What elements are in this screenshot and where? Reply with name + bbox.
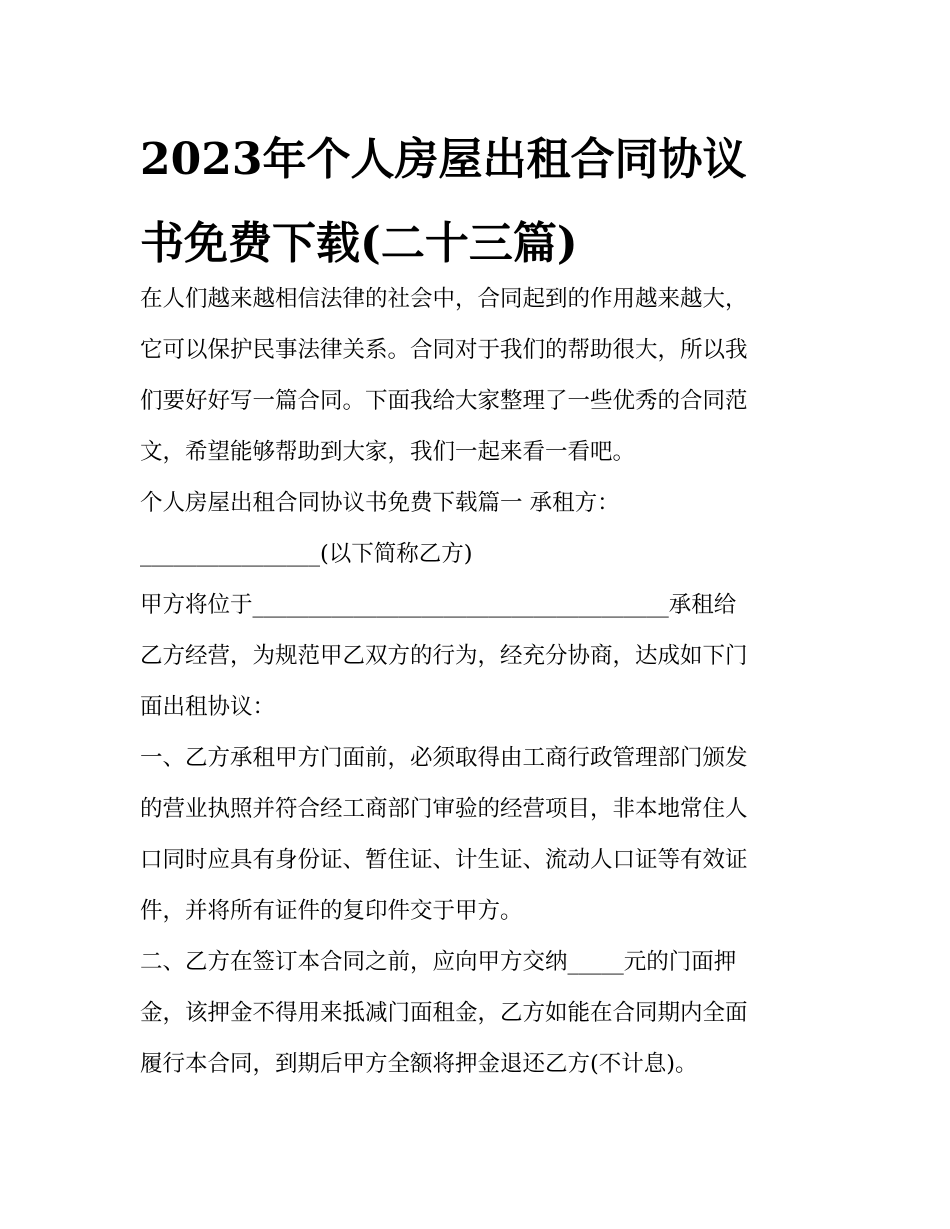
- text-line: 文，希望能够帮助到大家，我们一起来看一看吧。: [140, 439, 636, 465]
- intro-paragraph: [140, 274, 820, 478]
- document-body: [140, 274, 820, 1090]
- text-line: 它可以保护民事法律关系。合同对于我们的帮助很大，所以我: [140, 337, 748, 363]
- clause-one-paragraph: [140, 733, 820, 937]
- text-line: 个人房屋出租合同协议书免费下载篇一 承租方：: [140, 490, 620, 516]
- text-line: 金，该押金不得用来抵减门面租金，乙方如能在合同期内全面: [140, 1000, 748, 1026]
- text-line: 们要好好写一篇合同。下面我给大家整理了一些优秀的合同范: [140, 388, 748, 414]
- text-line: 口同时应具有身份证、暂住证、计生证、流动人口证等有效证: [140, 847, 748, 873]
- document-title: [140, 118, 830, 286]
- text-line: 件，并将所有证件的复印件交于甲方。: [140, 898, 523, 924]
- text-line: 面出租协议：: [140, 694, 276, 720]
- text-line: ________________(以下简称乙方): [140, 541, 473, 567]
- text-line: 履行本合同，到期后甲方全额将押金退还乙方(不计息)。: [140, 1051, 698, 1077]
- text-line: 的营业执照并符合经工商部门审验的经营项目，非本地常住人: [140, 796, 748, 822]
- text-line: 一、乙方承租甲方门面前，必须取得由工商行政管理部门颁发: [140, 745, 748, 771]
- text-line: 甲方将位于_____________________________________承租给: [140, 592, 737, 618]
- section-heading-paragraph: [140, 478, 820, 733]
- text-line: 在人们越来越相信法律的社会中，合同起到的作用越来越大，: [140, 286, 748, 312]
- text-line: 二、乙方在签订本合同之前，应向甲方交纳_____元的门面押: [140, 949, 737, 975]
- text-line: 乙方经营，为规范甲乙双方的行为，经充分协商，达成如下门: [140, 643, 748, 669]
- clause-two-paragraph: [140, 937, 820, 1090]
- title-line: 书免费下载(二十三篇): [140, 218, 578, 269]
- title-line: 2023年个人房屋出租合同协议: [140, 134, 747, 185]
